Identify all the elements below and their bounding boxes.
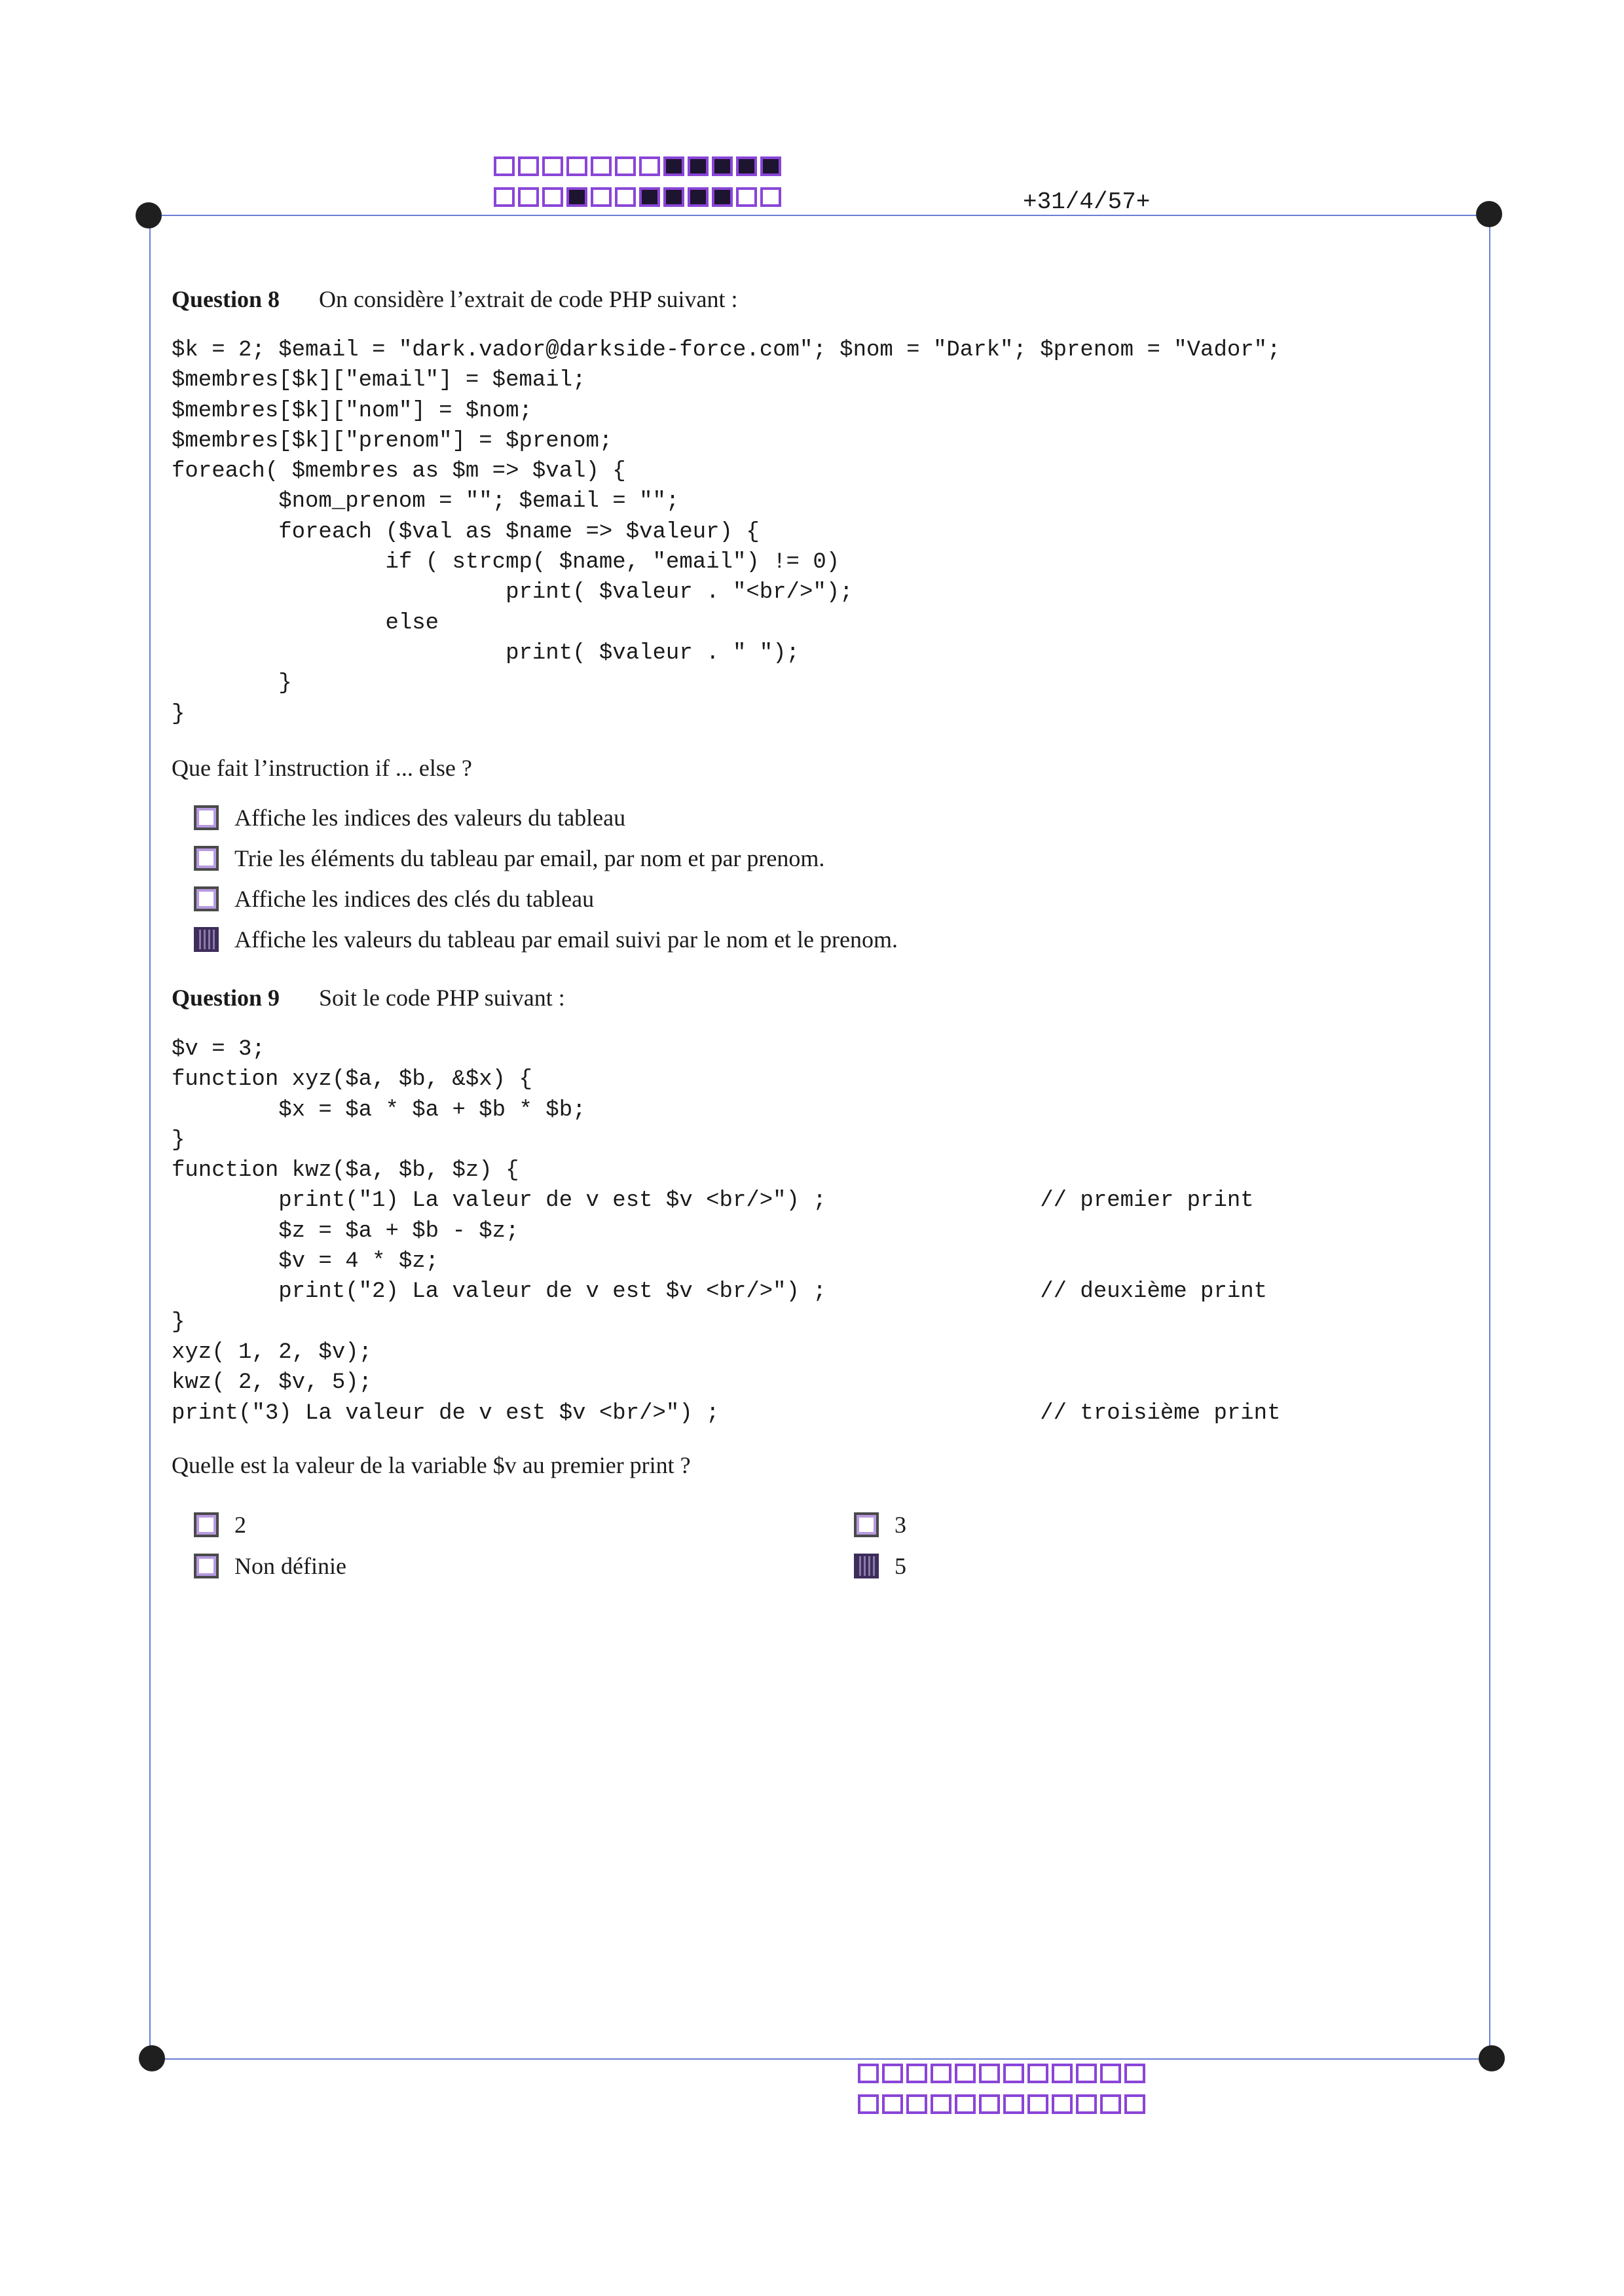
barcode-cell (688, 156, 709, 176)
barcode-cell (688, 187, 709, 207)
question-8-code: $k = 2; $email = "dark.vador@darkside-force.com"; $nom = "Dark"; $prenom = "Vador"; $membres[$k]["email"] = $email; $membres[$k]["nom"] = $nom; $membres[$k]["prenom"] = $prenom; foreach( $membres as $m => $val) { $nom_prenom = ""; $email = ""; foreach ($val as $name => $valeur) { if ( strcmp( $name, "email") != 0) print( $valeur . "<br/>"); else print( $valeur . " "); } } (172, 338, 1281, 727)
barcode-cell (518, 156, 539, 176)
barcode-cell (1052, 2094, 1073, 2114)
barcode-bottom-row-2 (858, 2094, 1149, 2114)
barcode-cell (542, 156, 563, 176)
barcode-cell (736, 156, 757, 176)
q9-answer-4[interactable] (854, 1550, 906, 1582)
barcode-cell (906, 2094, 927, 2114)
barcode-cell (494, 187, 515, 207)
barcode-cell (639, 187, 660, 207)
barcode-cell (979, 2094, 1000, 2114)
question-8-number: Question 8 (172, 286, 280, 312)
q8-answer-3-label: Affiche les indices des clés du tableau (234, 886, 595, 912)
barcode-cell (1124, 2094, 1145, 2114)
barcode-bottom-row-1 (858, 2064, 1149, 2083)
q8-answer-2-label: Trie les éléments du tableau par email, par nom et par prenom. (234, 845, 825, 871)
question-9-number: Question 9 (172, 985, 280, 1011)
q9-answer-4-checkbox[interactable] (854, 1554, 879, 1578)
barcode-cell (1076, 2064, 1097, 2083)
barcode-cell (663, 156, 684, 176)
barcode-cell (542, 187, 563, 207)
barcode-cell (591, 187, 612, 207)
frame-right-line (1489, 215, 1490, 2058)
q9-answer-2-checkbox[interactable] (854, 1512, 879, 1537)
q8-answer-4[interactable] (194, 923, 898, 956)
barcode-cell (1100, 2064, 1121, 2083)
question-8-prompt: Que fait l’instruction if ... else ? (172, 755, 472, 781)
q9-answer-1[interactable] (194, 1508, 246, 1541)
barcode-cell (566, 156, 587, 176)
corner-mark-top-right (1476, 201, 1502, 227)
q8-answer-3[interactable] (194, 883, 594, 915)
q9-answer-1-checkbox[interactable] (194, 1512, 219, 1537)
q9-answer-4-label: 5 (895, 1553, 906, 1579)
q8-answer-2-checkbox[interactable] (194, 846, 219, 871)
barcode-cell (955, 2064, 976, 2083)
question-9-intro: Soit le code PHP suivant : (319, 985, 565, 1011)
q8-answer-4-checkbox[interactable] (194, 927, 219, 952)
barcode-cell (615, 156, 636, 176)
barcode-cell (760, 187, 781, 207)
q8-answer-2[interactable] (194, 842, 824, 875)
question-8-header (172, 285, 738, 313)
barcode-cell (955, 2094, 976, 2114)
q8-answer-1[interactable] (194, 801, 625, 834)
q8-answer-3-checkbox[interactable] (194, 886, 219, 911)
barcode-cell (931, 2064, 951, 2083)
barcode-cell (1003, 2094, 1024, 2114)
barcode-cell (1100, 2094, 1121, 2114)
question-9-prompt: Quelle est la valeur de la variable $v au premier print ? (172, 1452, 691, 1478)
barcode-top-row-2 (494, 187, 784, 207)
barcode-cell (494, 156, 515, 176)
barcode-cell (1076, 2094, 1097, 2114)
barcode-cell (1027, 2094, 1048, 2114)
q9-answer-2[interactable] (854, 1508, 906, 1541)
q9-answer-3-label: Non définie (234, 1553, 346, 1579)
barcode-cell (1052, 2064, 1073, 2083)
q9-answer-1-label: 2 (234, 1512, 246, 1538)
barcode-cell (712, 187, 733, 207)
barcode-cell (931, 2094, 951, 2114)
barcode-cell (736, 187, 757, 207)
frame-left-line (149, 216, 151, 2058)
barcode-top-row-1 (494, 156, 784, 176)
barcode-cell (882, 2064, 903, 2083)
barcode-cell (615, 187, 636, 207)
question-8-intro: On considère l’extrait de code PHP suivant : (319, 286, 738, 312)
barcode-cell (591, 156, 612, 176)
corner-mark-top-left (136, 202, 162, 228)
question-9-header (172, 984, 565, 1011)
q9-answer-3-checkbox[interactable] (194, 1554, 219, 1578)
q8-answer-4-label: Affiche les valeurs du tableau par email suivi par le nom et le prenom. (234, 926, 898, 953)
barcode-cell (1003, 2064, 1024, 2083)
barcode-cell (639, 156, 660, 176)
question-9-code: $v = 3; function xyz($a, $b, &$x) { $x = $a * $a + $b * $b; } function kwz($a, $b, $z) { print("1) La valeur de v est $v <br/>") ; // premier print $z = $a + $b - $z; $v = 4 * $z; print("2) La valeur de v est $v <br/>") ; // deuxième print } xyz( 1, 2, $v); kwz( 2, $v, 5); print("3) La valeur de v est $v <br/>") ; // troisième print (172, 1037, 1281, 1426)
barcode-cell (518, 187, 539, 207)
barcode-cell (858, 2094, 879, 2114)
barcode-cell (712, 156, 733, 176)
frame-bottom-line (152, 2058, 1493, 2060)
corner-mark-bottom-left (139, 2045, 165, 2071)
corner-mark-bottom-right (1479, 2045, 1505, 2071)
frame-top-line (149, 215, 1490, 216)
barcode-cell (760, 156, 781, 176)
barcode-cell (979, 2064, 1000, 2083)
barcode-cell (858, 2064, 879, 2083)
q8-answer-1-checkbox[interactable] (194, 805, 219, 830)
barcode-cell (906, 2064, 927, 2083)
q9-answer-2-label: 3 (895, 1512, 906, 1538)
q8-answer-1-label: Affiche les indices des valeurs du tableau (234, 805, 626, 831)
page-identifier: +31/4/57+ (1023, 189, 1151, 215)
barcode-cell (1027, 2064, 1048, 2083)
barcode-cell (1124, 2064, 1145, 2083)
q9-answer-3[interactable] (194, 1550, 346, 1582)
barcode-cell (882, 2094, 903, 2114)
barcode-cell (663, 187, 684, 207)
barcode-cell (566, 187, 587, 207)
